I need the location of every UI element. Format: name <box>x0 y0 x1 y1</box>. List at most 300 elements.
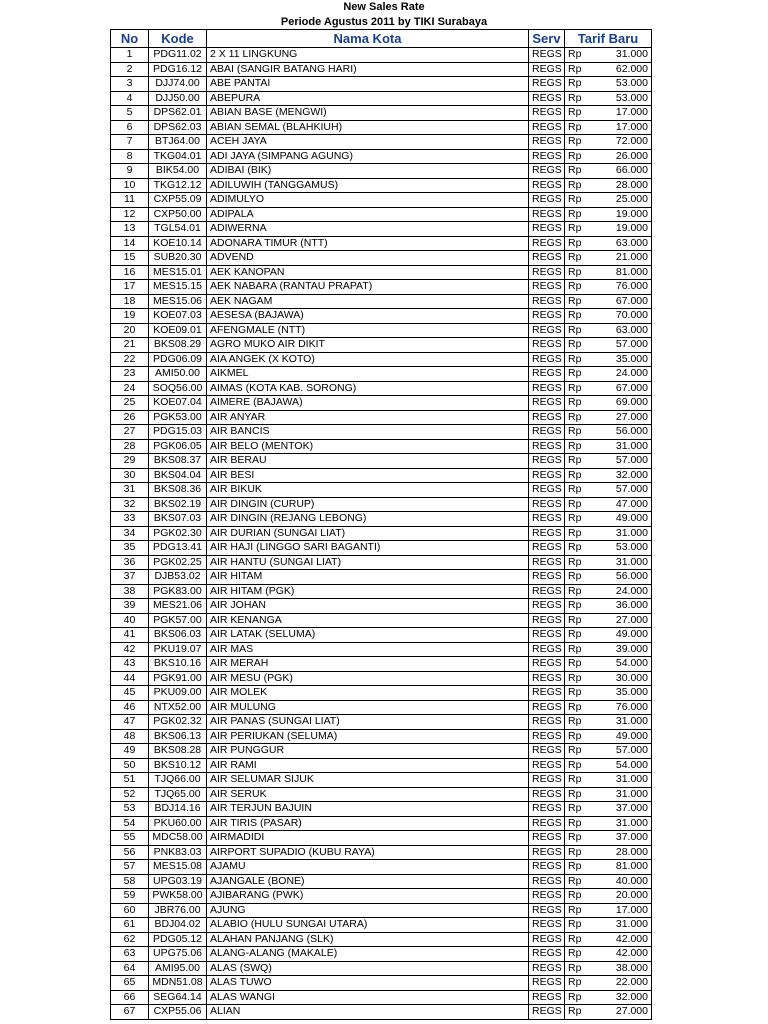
table-row <box>111 106 652 121</box>
row-serv: REGS <box>529 149 565 164</box>
row-nama-kota: AIR MULUNG <box>207 700 529 715</box>
row-kode: TKG04.01 <box>149 149 207 164</box>
row-currency: Rp <box>565 439 589 454</box>
row-nama-kota: AIR HAJI (LINGGO SARI BAGANTI) <box>207 541 529 556</box>
row-currency: Rp <box>565 454 589 469</box>
row-kode: AMI95.00 <box>149 961 207 976</box>
row-kode: BKS10.16 <box>149 657 207 672</box>
row-currency: Rp <box>565 874 589 889</box>
row-tarif: 17.000 <box>589 120 652 135</box>
row-no: 46 <box>111 700 149 715</box>
row-kode: DJB53.02 <box>149 570 207 585</box>
column-header-nama-kota: Nama Kota <box>207 30 529 48</box>
row-kode: PKU19.07 <box>149 642 207 657</box>
row-kode: SEG64.14 <box>149 990 207 1005</box>
row-no: 51 <box>111 773 149 788</box>
row-serv: REGS <box>529 700 565 715</box>
row-serv: REGS <box>529 903 565 918</box>
row-tarif: 30.000 <box>589 671 652 686</box>
row-nama-kota: ADI JAYA (SIMPANG AGUNG) <box>207 149 529 164</box>
row-serv: REGS <box>529 845 565 860</box>
row-no: 29 <box>111 454 149 469</box>
row-currency: Rp <box>565 787 589 802</box>
row-nama-kota: AIR TERJUN BAJUIN <box>207 802 529 817</box>
row-nama-kota: AESESA (BAJAWA) <box>207 309 529 324</box>
row-currency: Rp <box>565 816 589 831</box>
row-no: 27 <box>111 425 149 440</box>
row-nama-kota: AJAMU <box>207 860 529 875</box>
row-currency: Rp <box>565 236 589 251</box>
row-no: 6 <box>111 120 149 135</box>
table-row <box>111 729 652 744</box>
row-currency: Rp <box>565 686 589 701</box>
row-serv: REGS <box>529 396 565 411</box>
table-row <box>111 178 652 193</box>
row-tarif: 53.000 <box>589 91 652 106</box>
table-row <box>111 483 652 498</box>
row-kode: BTJ64.00 <box>149 135 207 150</box>
row-currency: Rp <box>565 802 589 817</box>
row-nama-kota: AIR ANYAR <box>207 410 529 425</box>
row-serv: REGS <box>529 990 565 1005</box>
row-no: 44 <box>111 671 149 686</box>
row-tarif: 25.000 <box>589 193 652 208</box>
row-tarif: 26.000 <box>589 149 652 164</box>
row-no: 1 <box>111 48 149 63</box>
row-serv: REGS <box>529 1005 565 1020</box>
row-kode: KOE09.01 <box>149 323 207 338</box>
table-row <box>111 831 652 846</box>
row-tarif: 81.000 <box>589 265 652 280</box>
row-serv: REGS <box>529 236 565 251</box>
row-no: 2 <box>111 62 149 77</box>
row-tarif: 31.000 <box>589 555 652 570</box>
row-currency: Rp <box>565 860 589 875</box>
row-tarif: 19.000 <box>589 222 652 237</box>
table-row <box>111 294 652 309</box>
row-serv: REGS <box>529 280 565 295</box>
column-header-tarif-baru: Tarif Baru <box>565 30 652 48</box>
row-serv: REGS <box>529 512 565 527</box>
row-currency: Rp <box>565 352 589 367</box>
row-tarif: 57.000 <box>589 483 652 498</box>
row-currency: Rp <box>565 483 589 498</box>
row-serv: REGS <box>529 976 565 991</box>
row-currency: Rp <box>565 323 589 338</box>
row-tarif: 54.000 <box>589 758 652 773</box>
row-currency: Rp <box>565 164 589 179</box>
row-tarif: 42.000 <box>589 947 652 962</box>
row-no: 12 <box>111 207 149 222</box>
row-currency: Rp <box>565 309 589 324</box>
row-nama-kota: ADILUWIH (TANGGAMUS) <box>207 178 529 193</box>
row-kode: PDG06.09 <box>149 352 207 367</box>
row-no: 62 <box>111 932 149 947</box>
row-currency: Rp <box>565 599 589 614</box>
row-no: 54 <box>111 816 149 831</box>
row-serv: REGS <box>529 120 565 135</box>
row-tarif: 57.000 <box>589 454 652 469</box>
row-kode: PKU09.00 <box>149 686 207 701</box>
row-no: 14 <box>111 236 149 251</box>
row-tarif: 76.000 <box>589 280 652 295</box>
row-nama-kota: AIR MOLEK <box>207 686 529 701</box>
table-row <box>111 454 652 469</box>
row-kode: PGK53.00 <box>149 410 207 425</box>
row-tarif: 28.000 <box>589 845 652 860</box>
row-kode: UPG03.19 <box>149 874 207 889</box>
row-serv: REGS <box>529 758 565 773</box>
row-nama-kota: ABEPURA <box>207 91 529 106</box>
row-nama-kota: AEK KANOPAN <box>207 265 529 280</box>
table-row <box>111 77 652 92</box>
table-row <box>111 787 652 802</box>
row-serv: REGS <box>529 889 565 904</box>
row-tarif: 31.000 <box>589 439 652 454</box>
row-no: 48 <box>111 729 149 744</box>
row-nama-kota: AIRMADIDI <box>207 831 529 846</box>
table-row <box>111 526 652 541</box>
table-row <box>111 381 652 396</box>
table-row <box>111 599 652 614</box>
row-kode: DJJ50.00 <box>149 91 207 106</box>
row-tarif: 53.000 <box>589 541 652 556</box>
row-no: 22 <box>111 352 149 367</box>
row-kode: PKU60.00 <box>149 816 207 831</box>
row-currency: Rp <box>565 889 589 904</box>
row-no: 3 <box>111 77 149 92</box>
table-row <box>111 773 652 788</box>
row-serv: REGS <box>529 135 565 150</box>
row-currency: Rp <box>565 468 589 483</box>
row-nama-kota: AIR SERUK <box>207 787 529 802</box>
table-row <box>111 62 652 77</box>
table-row <box>111 251 652 266</box>
row-currency: Rp <box>565 584 589 599</box>
row-kode: AMI50.00 <box>149 367 207 382</box>
row-no: 31 <box>111 483 149 498</box>
table-row <box>111 236 652 251</box>
row-currency: Rp <box>565 526 589 541</box>
row-no: 26 <box>111 410 149 425</box>
row-nama-kota: AIMERE (BAJAWA) <box>207 396 529 411</box>
table-row <box>111 860 652 875</box>
row-kode: TJQ65.00 <box>149 787 207 802</box>
row-serv: REGS <box>529 338 565 353</box>
table-row <box>111 338 652 353</box>
row-kode: PGK02.30 <box>149 526 207 541</box>
row-kode: KOE07.04 <box>149 396 207 411</box>
table-row <box>111 918 652 933</box>
table-row <box>111 135 652 150</box>
row-serv: REGS <box>529 671 565 686</box>
column-header-no: No <box>111 30 149 48</box>
row-no: 47 <box>111 715 149 730</box>
row-kode: PDG11.02 <box>149 48 207 63</box>
row-nama-kota: ADONARA TIMUR (NTT) <box>207 236 529 251</box>
row-serv: REGS <box>529 410 565 425</box>
table-row <box>111 715 652 730</box>
row-no: 36 <box>111 555 149 570</box>
row-serv: REGS <box>529 439 565 454</box>
row-serv: REGS <box>529 599 565 614</box>
row-tarif: 57.000 <box>589 338 652 353</box>
row-currency: Rp <box>565 367 589 382</box>
row-serv: REGS <box>529 526 565 541</box>
row-kode: JBR76.00 <box>149 903 207 918</box>
row-tarif: 66.000 <box>589 164 652 179</box>
row-nama-kota: AIR PUNGGUR <box>207 744 529 759</box>
table-row <box>111 947 652 962</box>
table-row <box>111 555 652 570</box>
row-serv: REGS <box>529 483 565 498</box>
table-row <box>111 758 652 773</box>
row-serv: REGS <box>529 352 565 367</box>
row-kode: BKS06.03 <box>149 628 207 643</box>
row-kode: PGK06.05 <box>149 439 207 454</box>
row-serv: REGS <box>529 497 565 512</box>
row-currency: Rp <box>565 48 589 63</box>
table-row <box>111 120 652 135</box>
row-kode: MES15.06 <box>149 294 207 309</box>
row-no: 30 <box>111 468 149 483</box>
table-row <box>111 367 652 382</box>
row-currency: Rp <box>565 425 589 440</box>
row-nama-kota: AJIBARANG (PWK) <box>207 889 529 904</box>
row-nama-kota: AJUNG <box>207 903 529 918</box>
row-nama-kota: ADIWERNA <box>207 222 529 237</box>
row-nama-kota: AIR PANAS (SUNGAI LIAT) <box>207 715 529 730</box>
row-tarif: 31.000 <box>589 787 652 802</box>
row-serv: REGS <box>529 860 565 875</box>
row-serv: REGS <box>529 802 565 817</box>
row-tarif: 63.000 <box>589 323 652 338</box>
row-currency: Rp <box>565 932 589 947</box>
row-serv: REGS <box>529 773 565 788</box>
row-tarif: 19.000 <box>589 207 652 222</box>
table-row <box>111 845 652 860</box>
row-nama-kota: AIR JOHAN <box>207 599 529 614</box>
row-nama-kota: AFENGMALE (NTT) <box>207 323 529 338</box>
row-nama-kota: 2 X 11 LINGKUNG <box>207 48 529 63</box>
table-row <box>111 309 652 324</box>
row-kode: CXP55.06 <box>149 1005 207 1020</box>
rate-table <box>110 29 652 1020</box>
row-currency: Rp <box>565 62 589 77</box>
row-kode: KOE07.03 <box>149 309 207 324</box>
row-tarif: 17.000 <box>589 106 652 121</box>
row-currency: Rp <box>565 845 589 860</box>
row-currency: Rp <box>565 91 589 106</box>
row-currency: Rp <box>565 541 589 556</box>
table-row <box>111 961 652 976</box>
row-tarif: 56.000 <box>589 570 652 585</box>
row-tarif: 63.000 <box>589 236 652 251</box>
row-currency: Rp <box>565 338 589 353</box>
row-serv: REGS <box>529 323 565 338</box>
row-currency: Rp <box>565 671 589 686</box>
row-no: 9 <box>111 164 149 179</box>
row-serv: REGS <box>529 251 565 266</box>
table-row <box>111 425 652 440</box>
row-no: 32 <box>111 497 149 512</box>
row-no: 5 <box>111 106 149 121</box>
table-row <box>111 628 652 643</box>
table-row <box>111 149 652 164</box>
row-kode: TGL54.01 <box>149 222 207 237</box>
table-row <box>111 816 652 831</box>
row-no: 4 <box>111 91 149 106</box>
row-kode: MES21.06 <box>149 599 207 614</box>
row-kode: TJQ66.00 <box>149 773 207 788</box>
row-kode: PGK91.00 <box>149 671 207 686</box>
table-row <box>111 976 652 991</box>
row-serv: REGS <box>529 541 565 556</box>
row-serv: REGS <box>529 294 565 309</box>
row-tarif: 47.000 <box>589 497 652 512</box>
table-row <box>111 570 652 585</box>
row-nama-kota: ABIAN SEMAL (BLAHKIUH) <box>207 120 529 135</box>
row-no: 52 <box>111 787 149 802</box>
row-serv: REGS <box>529 48 565 63</box>
row-no: 18 <box>111 294 149 309</box>
row-kode: SUB20.30 <box>149 251 207 266</box>
row-tarif: 36.000 <box>589 599 652 614</box>
row-tarif: 49.000 <box>589 729 652 744</box>
row-kode: DJJ74.00 <box>149 77 207 92</box>
row-serv: REGS <box>529 918 565 933</box>
row-currency: Rp <box>565 613 589 628</box>
row-no: 55 <box>111 831 149 846</box>
table-row <box>111 410 652 425</box>
row-no: 13 <box>111 222 149 237</box>
row-serv: REGS <box>529 193 565 208</box>
row-serv: REGS <box>529 584 565 599</box>
row-kode: SOQ56.00 <box>149 381 207 396</box>
row-kode: PGK02.32 <box>149 715 207 730</box>
row-no: 64 <box>111 961 149 976</box>
row-nama-kota: AIR BANCIS <box>207 425 529 440</box>
row-kode: PDG13.41 <box>149 541 207 556</box>
row-tarif: 76.000 <box>589 700 652 715</box>
row-currency: Rp <box>565 106 589 121</box>
row-nama-kota: AIR DINGIN (CURUP) <box>207 497 529 512</box>
row-no: 33 <box>111 512 149 527</box>
row-serv: REGS <box>529 207 565 222</box>
row-serv: REGS <box>529 932 565 947</box>
table-row <box>111 686 652 701</box>
row-nama-kota: AIRPORT SUPADIO (KUBU RAYA) <box>207 845 529 860</box>
row-currency: Rp <box>565 512 589 527</box>
row-serv: REGS <box>529 642 565 657</box>
row-kode: BKS08.28 <box>149 744 207 759</box>
row-tarif: 39.000 <box>589 642 652 657</box>
table-row <box>111 744 652 759</box>
row-no: 42 <box>111 642 149 657</box>
row-nama-kota: ALAS WANGI <box>207 990 529 1005</box>
row-tarif: 20.000 <box>589 889 652 904</box>
table-row <box>111 802 652 817</box>
row-currency: Rp <box>565 222 589 237</box>
row-tarif: 32.000 <box>589 990 652 1005</box>
row-tarif: 31.000 <box>589 526 652 541</box>
row-no: 20 <box>111 323 149 338</box>
row-kode: NTX52.00 <box>149 700 207 715</box>
row-tarif: 62.000 <box>589 62 652 77</box>
row-no: 43 <box>111 657 149 672</box>
row-tarif: 27.000 <box>589 613 652 628</box>
row-kode: PDG05.12 <box>149 932 207 947</box>
row-currency: Rp <box>565 976 589 991</box>
row-nama-kota: AIR BELO (MENTOK) <box>207 439 529 454</box>
row-no: 23 <box>111 367 149 382</box>
row-serv: REGS <box>529 729 565 744</box>
row-serv: REGS <box>529 425 565 440</box>
row-nama-kota: AIR MAS <box>207 642 529 657</box>
row-serv: REGS <box>529 874 565 889</box>
row-nama-kota: AIR BESI <box>207 468 529 483</box>
row-serv: REGS <box>529 222 565 237</box>
row-serv: REGS <box>529 77 565 92</box>
row-nama-kota: ABIAN BASE (MENGWI) <box>207 106 529 121</box>
row-kode: BKS06.13 <box>149 729 207 744</box>
row-currency: Rp <box>565 903 589 918</box>
row-no: 11 <box>111 193 149 208</box>
row-nama-kota: AIR BIKUK <box>207 483 529 498</box>
row-serv: REGS <box>529 265 565 280</box>
row-currency: Rp <box>565 715 589 730</box>
row-nama-kota: AIR PERIUKAN (SELUMA) <box>207 729 529 744</box>
row-serv: REGS <box>529 961 565 976</box>
table-row <box>111 671 652 686</box>
row-serv: REGS <box>529 178 565 193</box>
row-serv: REGS <box>529 381 565 396</box>
row-serv: REGS <box>529 657 565 672</box>
row-tarif: 67.000 <box>589 294 652 309</box>
row-nama-kota: ACEH JAYA <box>207 135 529 150</box>
table-row <box>111 1005 652 1020</box>
row-tarif: 24.000 <box>589 584 652 599</box>
row-no: 38 <box>111 584 149 599</box>
row-currency: Rp <box>565 135 589 150</box>
table-row <box>111 642 652 657</box>
row-nama-kota: ADVEND <box>207 251 529 266</box>
table-row <box>111 889 652 904</box>
row-serv: REGS <box>529 831 565 846</box>
row-no: 10 <box>111 178 149 193</box>
row-no: 7 <box>111 135 149 150</box>
row-kode: BKS04.04 <box>149 468 207 483</box>
row-no: 39 <box>111 599 149 614</box>
row-nama-kota: ABAI (SANGIR BATANG HARI) <box>207 62 529 77</box>
document-subtitle: Periode Agustus 2011 by TIKI Surabaya <box>280 16 488 28</box>
row-tarif: 35.000 <box>589 686 652 701</box>
row-no: 65 <box>111 976 149 991</box>
row-no: 63 <box>111 947 149 962</box>
table-row <box>111 657 652 672</box>
table-row <box>111 352 652 367</box>
row-nama-kota: AIR DINGIN (REJANG LEBONG) <box>207 512 529 527</box>
row-no: 59 <box>111 889 149 904</box>
row-currency: Rp <box>565 657 589 672</box>
row-nama-kota: AIR MERAH <box>207 657 529 672</box>
row-nama-kota: AIR BERAU <box>207 454 529 469</box>
table-header-row <box>111 30 652 48</box>
row-tarif: 56.000 <box>589 425 652 440</box>
row-kode: UPG75.06 <box>149 947 207 962</box>
row-kode: MES15.15 <box>149 280 207 295</box>
table-row <box>111 613 652 628</box>
